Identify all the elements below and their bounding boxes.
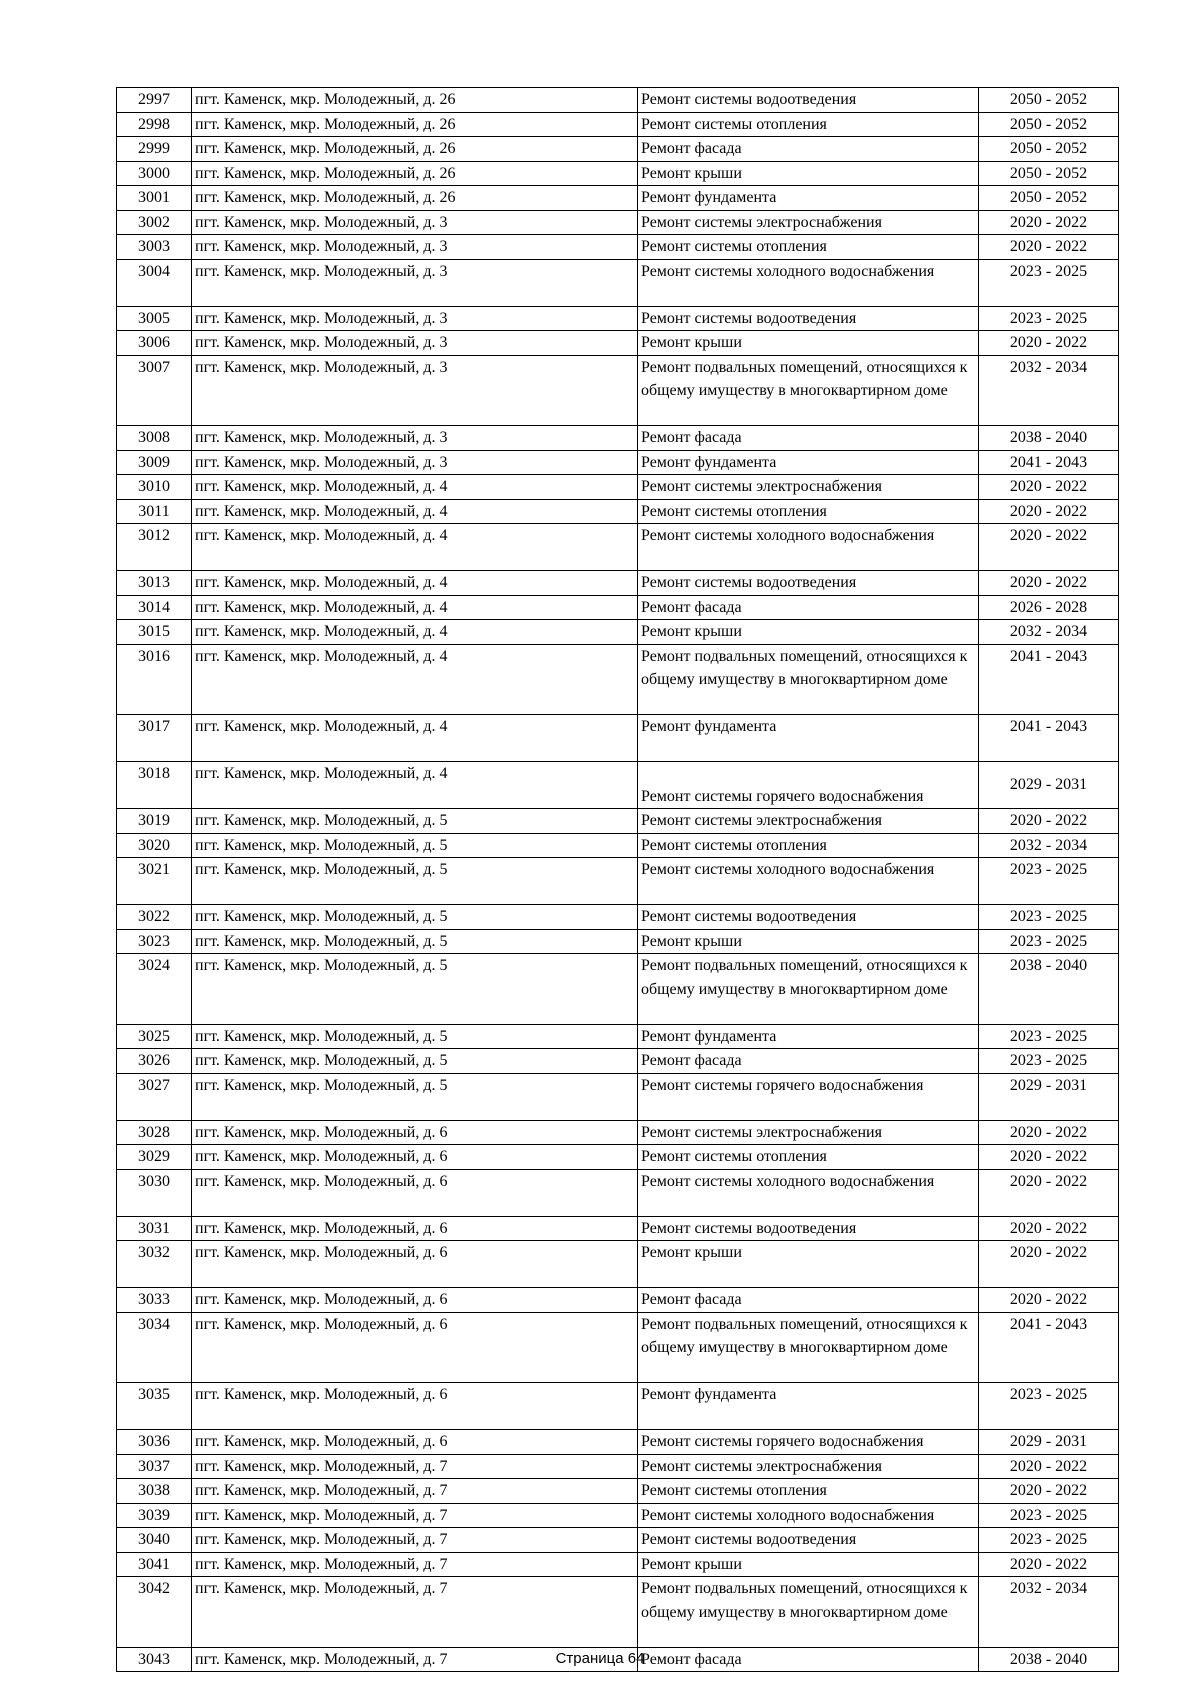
work-type-cell: Ремонт системы отопления — [638, 833, 979, 858]
row-number-cell: 3008 — [117, 426, 192, 451]
period-cell: 2050 - 2052 — [979, 112, 1119, 137]
row-number-cell: 3004 — [117, 259, 192, 306]
work-type-cell: Ремонт фасада — [638, 1288, 979, 1313]
row-number-cell: 3013 — [117, 571, 192, 596]
period-cell: 2020 - 2022 — [979, 1479, 1119, 1504]
address-cell: пгт. Каменск, мкр. Молодежный, д. 6 — [192, 1216, 638, 1241]
row-number-cell: 3027 — [117, 1073, 192, 1120]
work-type-cell: Ремонт фасада — [638, 1049, 979, 1074]
address-cell: пгт. Каменск, мкр. Молодежный, д. 3 — [192, 259, 638, 306]
work-type-cell: Ремонт системы холодного водоснабжения — [638, 524, 979, 571]
table-row — [117, 355, 1119, 426]
period-cell: 2029 - 2031 — [979, 762, 1119, 809]
work-type-cell: Ремонт крыши — [638, 620, 979, 645]
work-type-cell: Ремонт фасада — [638, 137, 979, 162]
work-type-cell: Ремонт фундамента — [638, 1383, 979, 1430]
row-number-cell: 3035 — [117, 1383, 192, 1430]
address-cell: пгт. Каменск, мкр. Молодежный, д. 6 — [192, 1383, 638, 1430]
row-number-cell: 3042 — [117, 1577, 192, 1648]
row-number-cell: 3020 — [117, 833, 192, 858]
table-row — [117, 809, 1119, 834]
period-cell: 2026 - 2028 — [979, 595, 1119, 620]
period-cell: 2020 - 2022 — [979, 1241, 1119, 1288]
address-cell: пгт. Каменск, мкр. Молодежный, д. 5 — [192, 929, 638, 954]
period-cell: 2050 - 2052 — [979, 186, 1119, 211]
address-cell: пгт. Каменск, мкр. Молодежный, д. 5 — [192, 1024, 638, 1049]
period-cell: 2038 - 2040 — [979, 426, 1119, 451]
address-cell: пгт. Каменск, мкр. Молодежный, д. 5 — [192, 833, 638, 858]
row-number-cell: 3000 — [117, 161, 192, 186]
address-cell: пгт. Каменск, мкр. Молодежный, д. 7 — [192, 1503, 638, 1528]
address-cell: пгт. Каменск, мкр. Молодежный, д. 7 — [192, 1479, 638, 1504]
work-type-cell: Ремонт системы холодного водоснабжения — [638, 1503, 979, 1528]
address-cell: пгт. Каменск, мкр. Молодежный, д. 26 — [192, 186, 638, 211]
row-number-cell: 3018 — [117, 762, 192, 809]
work-type-cell: Ремонт фундамента — [638, 715, 979, 762]
address-cell: пгт. Каменск, мкр. Молодежный, д. 3 — [192, 210, 638, 235]
row-number-cell: 2999 — [117, 137, 192, 162]
table-row — [117, 426, 1119, 451]
work-type-cell: Ремонт фундамента — [638, 186, 979, 211]
address-cell: пгт. Каменск, мкр. Молодежный, д. 3 — [192, 235, 638, 260]
work-type-cell: Ремонт подвальных помещений, относящихся к общему имуществу в многоквартирном доме — [638, 644, 979, 715]
work-type-cell: Ремонт системы отопления — [638, 499, 979, 524]
address-cell: пгт. Каменск, мкр. Молодежный, д. 6 — [192, 1312, 638, 1383]
work-type-cell: Ремонт фундамента — [638, 450, 979, 475]
address-cell: пгт. Каменск, мкр. Молодежный, д. 4 — [192, 475, 638, 500]
work-type-cell: Ремонт крыши — [638, 161, 979, 186]
period-cell: 2020 - 2022 — [979, 1120, 1119, 1145]
row-number-cell: 3007 — [117, 355, 192, 426]
work-type-cell: Ремонт системы водоотведения — [638, 306, 979, 331]
work-type-cell: Ремонт крыши — [638, 929, 979, 954]
period-cell: 2020 - 2022 — [979, 524, 1119, 571]
row-number-cell: 3022 — [117, 905, 192, 930]
period-cell: 2032 - 2034 — [979, 620, 1119, 645]
row-number-cell: 3030 — [117, 1169, 192, 1216]
row-number-cell: 3033 — [117, 1288, 192, 1313]
period-cell: 2020 - 2022 — [979, 1288, 1119, 1313]
address-cell: пгт. Каменск, мкр. Молодежный, д. 6 — [192, 1430, 638, 1455]
period-cell: 2041 - 2043 — [979, 1312, 1119, 1383]
period-cell: 2041 - 2043 — [979, 644, 1119, 715]
table-row — [117, 858, 1119, 905]
row-number-cell: 3034 — [117, 1312, 192, 1383]
work-type-cell: Ремонт системы холодного водоснабжения — [638, 1169, 979, 1216]
address-cell: пгт. Каменск, мкр. Молодежный, д. 26 — [192, 137, 638, 162]
period-cell: 2032 - 2034 — [979, 1577, 1119, 1648]
work-type-cell: Ремонт крыши — [638, 1552, 979, 1577]
table-row — [117, 644, 1119, 715]
period-cell: 2020 - 2022 — [979, 499, 1119, 524]
period-cell: 2023 - 2025 — [979, 1528, 1119, 1553]
address-cell: пгт. Каменск, мкр. Молодежный, д. 26 — [192, 161, 638, 186]
period-cell: 2032 - 2034 — [979, 833, 1119, 858]
row-number-cell: 3015 — [117, 620, 192, 645]
address-cell: пгт. Каменск, мкр. Молодежный, д. 5 — [192, 905, 638, 930]
period-cell: 2041 - 2043 — [979, 715, 1119, 762]
address-cell: пгт. Каменск, мкр. Молодежный, д. 4 — [192, 571, 638, 596]
work-type-cell: Ремонт системы горячего водоснабжения — [638, 762, 979, 809]
work-type-cell: Ремонт системы электроснабжения — [638, 1120, 979, 1145]
table-row — [117, 1049, 1119, 1074]
row-number-cell: 3019 — [117, 809, 192, 834]
table-row — [117, 235, 1119, 260]
period-cell: 2020 - 2022 — [979, 475, 1119, 500]
row-number-cell: 3017 — [117, 715, 192, 762]
address-cell: пгт. Каменск, мкр. Молодежный, д. 5 — [192, 1049, 638, 1074]
period-cell: 2023 - 2025 — [979, 1503, 1119, 1528]
address-cell: пгт. Каменск, мкр. Молодежный, д. 4 — [192, 715, 638, 762]
address-cell: пгт. Каменск, мкр. Молодежный, д. 6 — [192, 1288, 638, 1313]
repair-schedule-table — [116, 87, 1119, 1672]
period-cell: 2032 - 2034 — [979, 355, 1119, 426]
table-row — [117, 833, 1119, 858]
period-cell: 2038 - 2040 — [979, 954, 1119, 1025]
table-row — [117, 1577, 1119, 1648]
address-cell: пгт. Каменск, мкр. Молодежный, д. 6 — [192, 1169, 638, 1216]
address-cell: пгт. Каменск, мкр. Молодежный, д. 7 — [192, 1647, 638, 1672]
row-number-cell: 3036 — [117, 1430, 192, 1455]
work-type-cell: Ремонт системы электроснабжения — [638, 809, 979, 834]
table-row — [117, 1528, 1119, 1553]
table-row — [117, 571, 1119, 596]
row-number-cell: 2998 — [117, 112, 192, 137]
period-cell: 2023 - 2025 — [979, 1049, 1119, 1074]
table-row — [117, 1312, 1119, 1383]
work-type-cell: Ремонт системы отопления — [638, 1145, 979, 1170]
address-cell: пгт. Каменск, мкр. Молодежный, д. 5 — [192, 858, 638, 905]
table-row — [117, 450, 1119, 475]
work-type-cell: Ремонт системы горячего водоснабжения — [638, 1073, 979, 1120]
work-type-cell: Ремонт системы водоотведения — [638, 905, 979, 930]
address-cell: пгт. Каменск, мкр. Молодежный, д. 3 — [192, 426, 638, 451]
work-type-cell: Ремонт системы холодного водоснабжения — [638, 259, 979, 306]
row-number-cell: 3003 — [117, 235, 192, 260]
period-cell: 2023 - 2025 — [979, 929, 1119, 954]
row-number-cell: 3024 — [117, 954, 192, 1025]
table-row — [117, 1169, 1119, 1216]
address-cell: пгт. Каменск, мкр. Молодежный, д. 5 — [192, 809, 638, 834]
table-row — [117, 137, 1119, 162]
table-row — [117, 1503, 1119, 1528]
row-number-cell: 3031 — [117, 1216, 192, 1241]
address-cell: пгт. Каменск, мкр. Молодежный, д. 7 — [192, 1577, 638, 1648]
table-row — [117, 210, 1119, 235]
period-cell: 2050 - 2052 — [979, 137, 1119, 162]
work-type-cell: Ремонт системы горячего водоснабжения — [638, 1430, 979, 1455]
work-type-cell: Ремонт крыши — [638, 331, 979, 356]
period-cell: 2038 - 2040 — [979, 1647, 1119, 1672]
period-cell: 2020 - 2022 — [979, 1169, 1119, 1216]
table-row — [117, 1024, 1119, 1049]
work-type-cell: Ремонт фасада — [638, 595, 979, 620]
work-type-cell: Ремонт фундамента — [638, 1024, 979, 1049]
row-number-cell: 3028 — [117, 1120, 192, 1145]
table-row — [117, 1383, 1119, 1430]
work-type-cell: Ремонт системы электроснабжения — [638, 210, 979, 235]
address-cell: пгт. Каменск, мкр. Молодежный, д. 3 — [192, 355, 638, 426]
period-cell: 2023 - 2025 — [979, 858, 1119, 905]
period-cell: 2020 - 2022 — [979, 571, 1119, 596]
period-cell: 2020 - 2022 — [979, 1145, 1119, 1170]
table-row — [117, 259, 1119, 306]
row-number-cell: 3005 — [117, 306, 192, 331]
row-number-cell: 3009 — [117, 450, 192, 475]
period-cell: 2023 - 2025 — [979, 259, 1119, 306]
row-number-cell: 3032 — [117, 1241, 192, 1288]
table-row — [117, 499, 1119, 524]
row-number-cell: 3026 — [117, 1049, 192, 1074]
address-cell: пгт. Каменск, мкр. Молодежный, д. 4 — [192, 524, 638, 571]
table-row — [117, 186, 1119, 211]
table-row — [117, 715, 1119, 762]
work-type-cell: Ремонт подвальных помещений, относящихся к общему имуществу в многоквартирном доме — [638, 1312, 979, 1383]
work-type-cell: Ремонт системы отопления — [638, 235, 979, 260]
address-cell: пгт. Каменск, мкр. Молодежный, д. 5 — [192, 954, 638, 1025]
period-cell: 2023 - 2025 — [979, 1024, 1119, 1049]
period-cell: 2020 - 2022 — [979, 809, 1119, 834]
work-type-cell: Ремонт подвальных помещений, относящихся к общему имуществу в многоквартирном доме — [638, 954, 979, 1025]
address-cell: пгт. Каменск, мкр. Молодежный, д. 7 — [192, 1454, 638, 1479]
work-type-cell: Ремонт подвальных помещений, относящихся к общему имуществу в многоквартирном доме — [638, 355, 979, 426]
address-cell: пгт. Каменск, мкр. Молодежный, д. 26 — [192, 88, 638, 113]
period-cell: 2020 - 2022 — [979, 331, 1119, 356]
address-cell: пгт. Каменск, мкр. Молодежный, д. 6 — [192, 1145, 638, 1170]
row-number-cell: 3014 — [117, 595, 192, 620]
row-number-cell: 3001 — [117, 186, 192, 211]
work-type-cell: Ремонт системы электроснабжения — [638, 475, 979, 500]
period-cell: 2020 - 2022 — [979, 1454, 1119, 1479]
row-number-cell: 3010 — [117, 475, 192, 500]
table-row — [117, 905, 1119, 930]
table-row — [117, 306, 1119, 331]
address-cell: пгт. Каменск, мкр. Молодежный, д. 4 — [192, 620, 638, 645]
page-number: Страница 64 — [555, 1650, 645, 1667]
address-cell: пгт. Каменск, мкр. Молодежный, д. 3 — [192, 331, 638, 356]
address-cell: пгт. Каменск, мкр. Молодежный, д. 4 — [192, 644, 638, 715]
table-row — [117, 1145, 1119, 1170]
table-row — [117, 331, 1119, 356]
table-row — [117, 1073, 1119, 1120]
address-cell: пгт. Каменск, мкр. Молодежный, д. 4 — [192, 762, 638, 809]
work-type-cell: Ремонт системы электроснабжения — [638, 1454, 979, 1479]
row-number-cell: 3016 — [117, 644, 192, 715]
table-row — [117, 1241, 1119, 1288]
period-cell: 2041 - 2043 — [979, 450, 1119, 475]
repair-schedule-body — [117, 88, 1119, 1672]
table-row — [117, 88, 1119, 113]
work-type-cell: Ремонт системы отопления — [638, 112, 979, 137]
period-cell: 2029 - 2031 — [979, 1430, 1119, 1455]
period-cell: 2020 - 2022 — [979, 235, 1119, 260]
table-row — [117, 1552, 1119, 1577]
address-cell: пгт. Каменск, мкр. Молодежный, д. 7 — [192, 1528, 638, 1553]
table-row — [117, 1120, 1119, 1145]
row-number-cell: 3043 — [117, 1647, 192, 1672]
work-type-cell: Ремонт системы водоотведения — [638, 571, 979, 596]
period-cell: 2020 - 2022 — [979, 1216, 1119, 1241]
row-number-cell: 3041 — [117, 1552, 192, 1577]
address-cell: пгт. Каменск, мкр. Молодежный, д. 6 — [192, 1241, 638, 1288]
work-type-cell: Ремонт системы водоотведения — [638, 1216, 979, 1241]
row-number-cell: 3039 — [117, 1503, 192, 1528]
row-number-cell: 3021 — [117, 858, 192, 905]
address-cell: пгт. Каменск, мкр. Молодежный, д. 4 — [192, 595, 638, 620]
work-type-cell: Ремонт системы отопления — [638, 1479, 979, 1504]
row-number-cell: 3040 — [117, 1528, 192, 1553]
table-row — [117, 1454, 1119, 1479]
row-number-cell: 3006 — [117, 331, 192, 356]
address-cell: пгт. Каменск, мкр. Молодежный, д. 4 — [192, 499, 638, 524]
address-cell: пгт. Каменск, мкр. Молодежный, д. 3 — [192, 306, 638, 331]
work-type-cell: Ремонт системы водоотведения — [638, 88, 979, 113]
address-cell: пгт. Каменск, мкр. Молодежный, д. 6 — [192, 1120, 638, 1145]
row-number-cell: 3029 — [117, 1145, 192, 1170]
row-number-cell: 3012 — [117, 524, 192, 571]
period-cell: 2023 - 2025 — [979, 306, 1119, 331]
table-row — [117, 620, 1119, 645]
period-cell: 2020 - 2022 — [979, 1552, 1119, 1577]
period-cell: 2023 - 2025 — [979, 905, 1119, 930]
row-number-cell: 3023 — [117, 929, 192, 954]
table-row — [117, 1479, 1119, 1504]
row-number-cell: 3002 — [117, 210, 192, 235]
table-row — [117, 161, 1119, 186]
work-type-cell: Ремонт системы холодного водоснабжения — [638, 858, 979, 905]
address-cell: пгт. Каменск, мкр. Молодежный, д. 3 — [192, 450, 638, 475]
address-cell: пгт. Каменск, мкр. Молодежный, д. 5 — [192, 1073, 638, 1120]
table-row — [117, 595, 1119, 620]
work-type-cell: Ремонт фасада — [638, 426, 979, 451]
period-cell: 2050 - 2052 — [979, 161, 1119, 186]
table-row — [117, 475, 1119, 500]
row-number-cell: 2997 — [117, 88, 192, 113]
row-number-cell: 3025 — [117, 1024, 192, 1049]
row-number-cell: 3011 — [117, 499, 192, 524]
table-row — [117, 929, 1119, 954]
period-cell: 2029 - 2031 — [979, 1073, 1119, 1120]
period-cell: 2023 - 2025 — [979, 1383, 1119, 1430]
table-row — [117, 112, 1119, 137]
address-cell: пгт. Каменск, мкр. Молодежный, д. 26 — [192, 112, 638, 137]
table-row — [117, 1288, 1119, 1313]
table-row — [117, 762, 1119, 809]
row-number-cell: 3038 — [117, 1479, 192, 1504]
work-type-cell: Ремонт крыши — [638, 1241, 979, 1288]
table-row — [117, 1430, 1119, 1455]
work-type-cell: Ремонт фасада — [638, 1647, 979, 1672]
table-row — [117, 524, 1119, 571]
work-type-cell: Ремонт подвальных помещений, относящихся к общему имуществу в многоквартирном доме — [638, 1577, 979, 1648]
address-cell: пгт. Каменск, мкр. Молодежный, д. 7 — [192, 1552, 638, 1577]
period-cell: 2020 - 2022 — [979, 210, 1119, 235]
table-row — [117, 1216, 1119, 1241]
period-cell: 2050 - 2052 — [979, 88, 1119, 113]
table-row — [117, 954, 1119, 1025]
work-type-cell: Ремонт системы водоотведения — [638, 1528, 979, 1553]
row-number-cell: 3037 — [117, 1454, 192, 1479]
